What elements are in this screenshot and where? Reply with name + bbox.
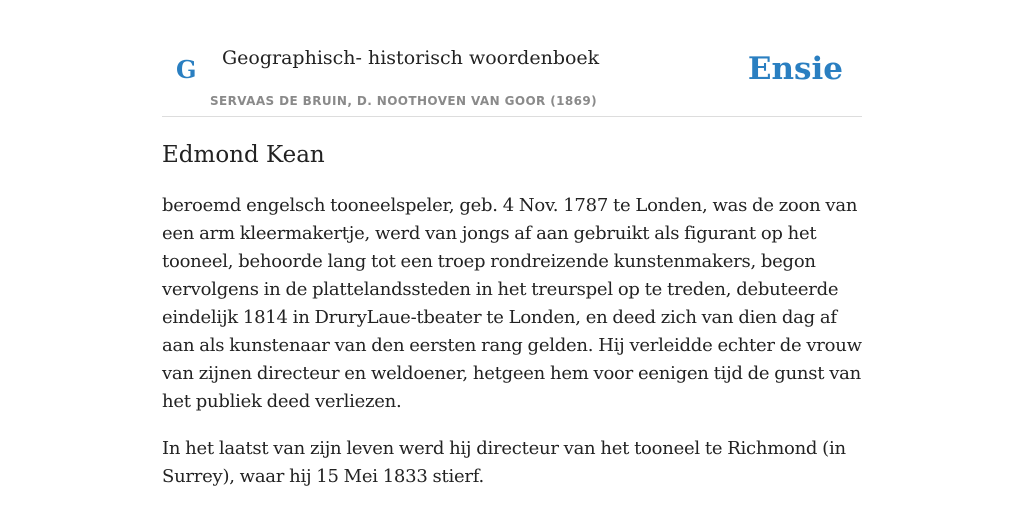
book-title[interactable]: Geographisch- historisch woordenboek bbox=[222, 47, 600, 69]
book-author: SERVAAS DE BRUIN, D. NOOTHOVEN VAN GOOR (1869) bbox=[210, 94, 598, 108]
book-header bbox=[162, 0, 862, 117]
ensie-logo[interactable]: Ensie bbox=[747, 51, 843, 87]
page bbox=[162, 0, 862, 487]
entry-paragraph-1: beroemd engelsch tooneelspeler, geb. 4 Nov. 1787 te Londen, was de zoon van een arm kleermakertje, werd van jongs af aan gebruikt als figurant op het tooneel, behoorde lang tot een troep rondreizende kunstenmakers, begon vervolgens in de plattelandssteden in het treurspel op te treden, debuteerde eindelijk 1814 in DruryLaue-tbeater te Londen, en deed zich van dien dag af aan als kunstenaar van den eersten rang gelden. Hij verleidde echter de vrouw van zijnen directeur en weldoener, hetgeen hem voor eenigen tijd de gunst van het publiek deed verliezen. bbox=[162, 195, 862, 412]
entry-title: Edmond Kean bbox=[162, 142, 325, 168]
book-letter-icon[interactable]: G bbox=[176, 55, 197, 84]
entry-body bbox=[162, 192, 862, 510]
entry-paragraph-2: In het laatst van zijn leven werd hij directeur van het tooneel te Richmond (in Surrey), waar hij 15 Mei 1833 stierf. bbox=[162, 438, 846, 487]
